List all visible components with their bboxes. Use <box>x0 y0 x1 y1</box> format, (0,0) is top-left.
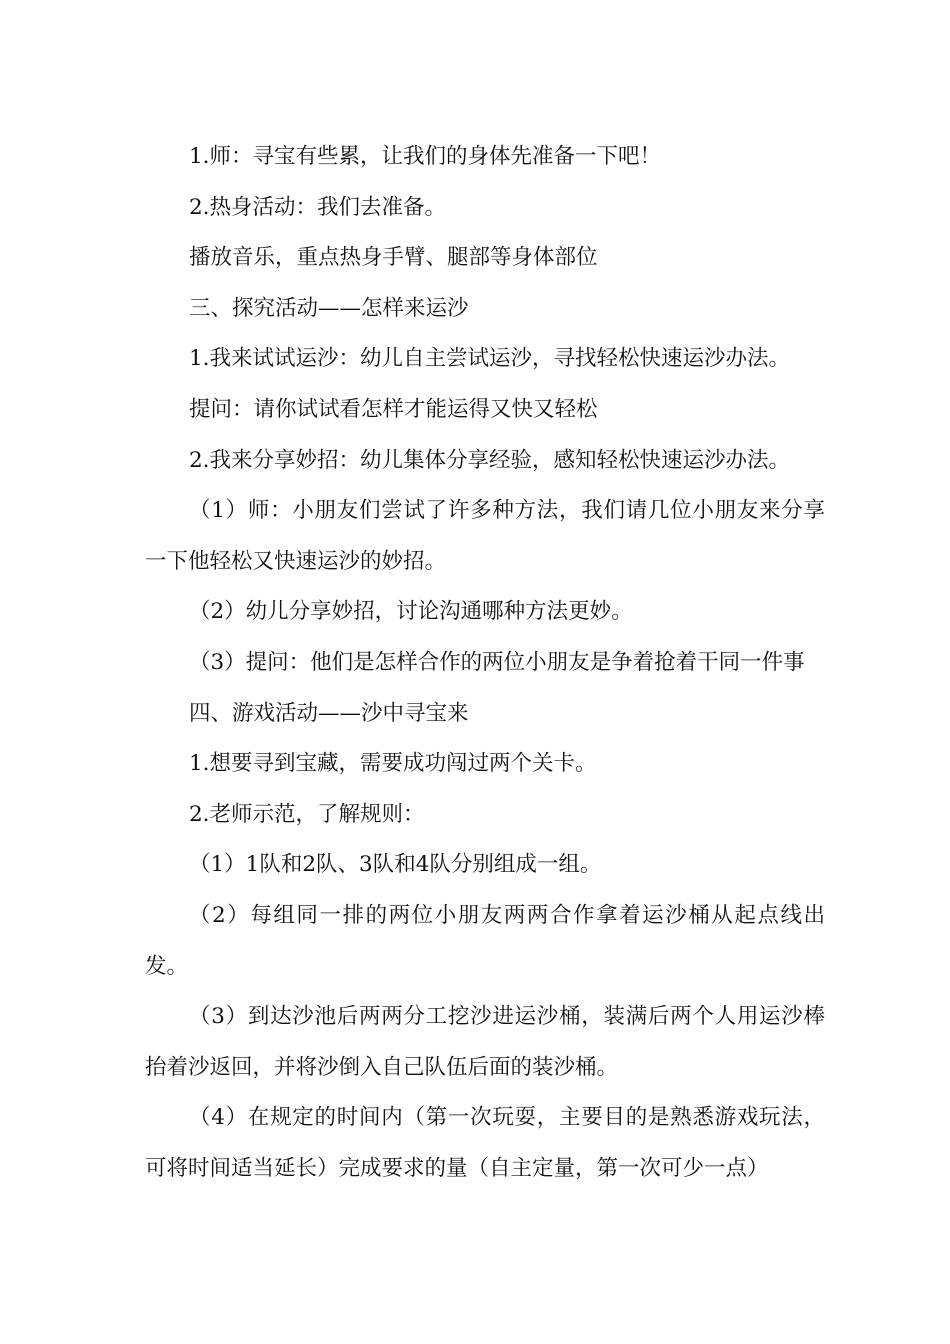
paragraph-1: 1.师：寻宝有些累，让我们的身体先准备一下吧！ <box>189 144 662 169</box>
paragraph-10: （3）提问：他们是怎样合作的两位小朋友是争着抢着干同一件事 <box>189 649 805 675</box>
section-heading-4: 四、游戏活动——沙中寻宝来 <box>189 700 469 726</box>
paragraph-7: 2.我来分享妙招：幼儿集体分享经验，感知轻松快速运沙办法。 <box>189 447 791 473</box>
document-body <box>145 132 825 1194</box>
paragraph-5: 1.我来试试运沙：幼儿自主尝试运沙，寻找轻松快速运沙办法。 <box>189 346 791 372</box>
paragraph-15: （2）每组同一排的两位小朋友两两合作拿着运沙桶从起点线出发。 <box>145 902 825 979</box>
paragraph-9: （2）幼儿分享妙招，讨论沟通哪种方法更妙。 <box>189 599 633 625</box>
paragraph-13: 2.老师示范，了解规则： <box>189 801 425 827</box>
paragraph-12: 1.想要寻到宝藏，需要成功闯过两个关卡。 <box>189 751 597 777</box>
paragraph-14: （1）1队和2队、3队和4队分别组成一组。 <box>189 852 602 878</box>
paragraph-6: 提问：请你试试看怎样才能运得又快又轻松 <box>189 396 598 422</box>
paragraph-17: （4）在规定的时间内（第一次玩耍，主要目的是熟悉游戏玩法，可将时间适当延长）完成要求的量（自主定量，第一次可少一点） <box>145 1105 825 1181</box>
section-heading-3: 三、探究活动——怎样来运沙 <box>189 295 469 321</box>
paragraph-2: 2.热身活动：我们去准备。 <box>189 194 447 220</box>
paragraph-16: （3）到达沙池后两两分工挖沙进运沙桶，装满后两个人用运沙棒抬着沙返回，并将沙倒入自己队伍后面的装沙桶。 <box>145 1004 825 1080</box>
paragraph-8: （1）师：小朋友们尝试了许多种方法，我们请几位小朋友来分享一下他轻松又快速运沙的妙招。 <box>145 498 825 574</box>
paragraph-3: 播放音乐，重点热身手臂、腿部等身体部位 <box>189 245 598 271</box>
